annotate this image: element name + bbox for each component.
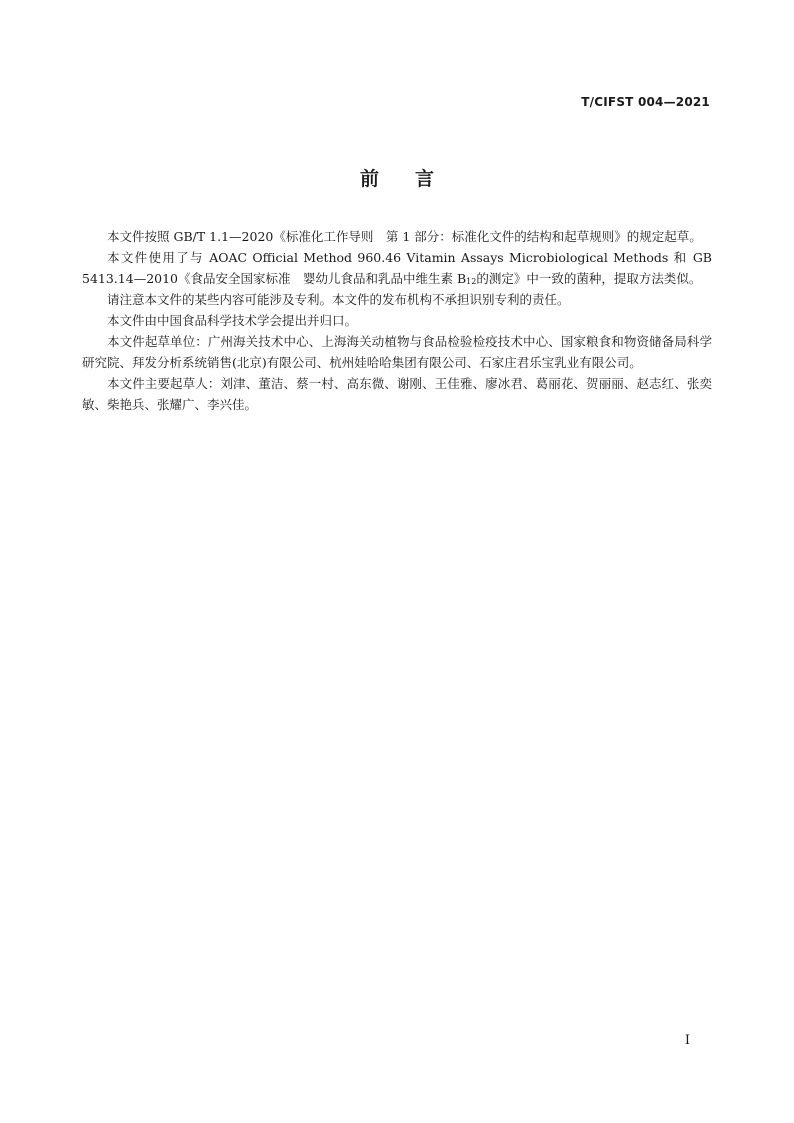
drafting-rules-paragraph: 本文件按照 GB/T 1.1—2020《标准化工作导则 第 1 部分：标准化文件的结构和起草规则》的规定起草。 xyxy=(107,229,702,244)
method-reference-paragraph xyxy=(82,247,712,289)
method-reference-text-end: 的测定》中一致的菌种，提取方法类似。 xyxy=(476,271,702,286)
drafting-units-paragraph: 本文件起草单位：广州海关技术中心、上海海关动植物与食品检验检疫技术中心、国家粮食和物资储备局科学研究院、拜发分析系统销售(北京)有限公司、杭州娃哈哈集团有限公司、石家庄君乐宝乳业有限公司。 xyxy=(82,334,712,370)
patent-notice-paragraph: 请注意本文件的某些内容可能涉及专利。本文件的发布机构不承担识别专利的责任。 xyxy=(107,292,570,307)
standard-code: T/CIFST 004—2021 xyxy=(581,95,710,109)
page-title: 前言 xyxy=(359,168,470,190)
drafters-paragraph: 本文件主要起草人：刘津、董洁、蔡一村、高东微、谢刚、王佳雅、廖冰君、葛丽花、贺丽丽、赵志红、张奕敏、柴艳兵、张耀广、李兴佳。 xyxy=(82,376,712,412)
method-reference-text: 本文件使用了与 AOAC Official Method 960.46 Vitamin Assays Microbiological Methods 和 GB 5413.14—2010《食品安全国家标准 婴幼儿食品和乳品中维生素 B xyxy=(82,250,712,286)
vitamin-subscript: 12 xyxy=(466,277,477,286)
page-number: I xyxy=(684,1033,690,1048)
foreword-body xyxy=(82,226,712,415)
proposer-paragraph: 本文件由中国食品科学技术学会提出并归口。 xyxy=(107,313,358,328)
